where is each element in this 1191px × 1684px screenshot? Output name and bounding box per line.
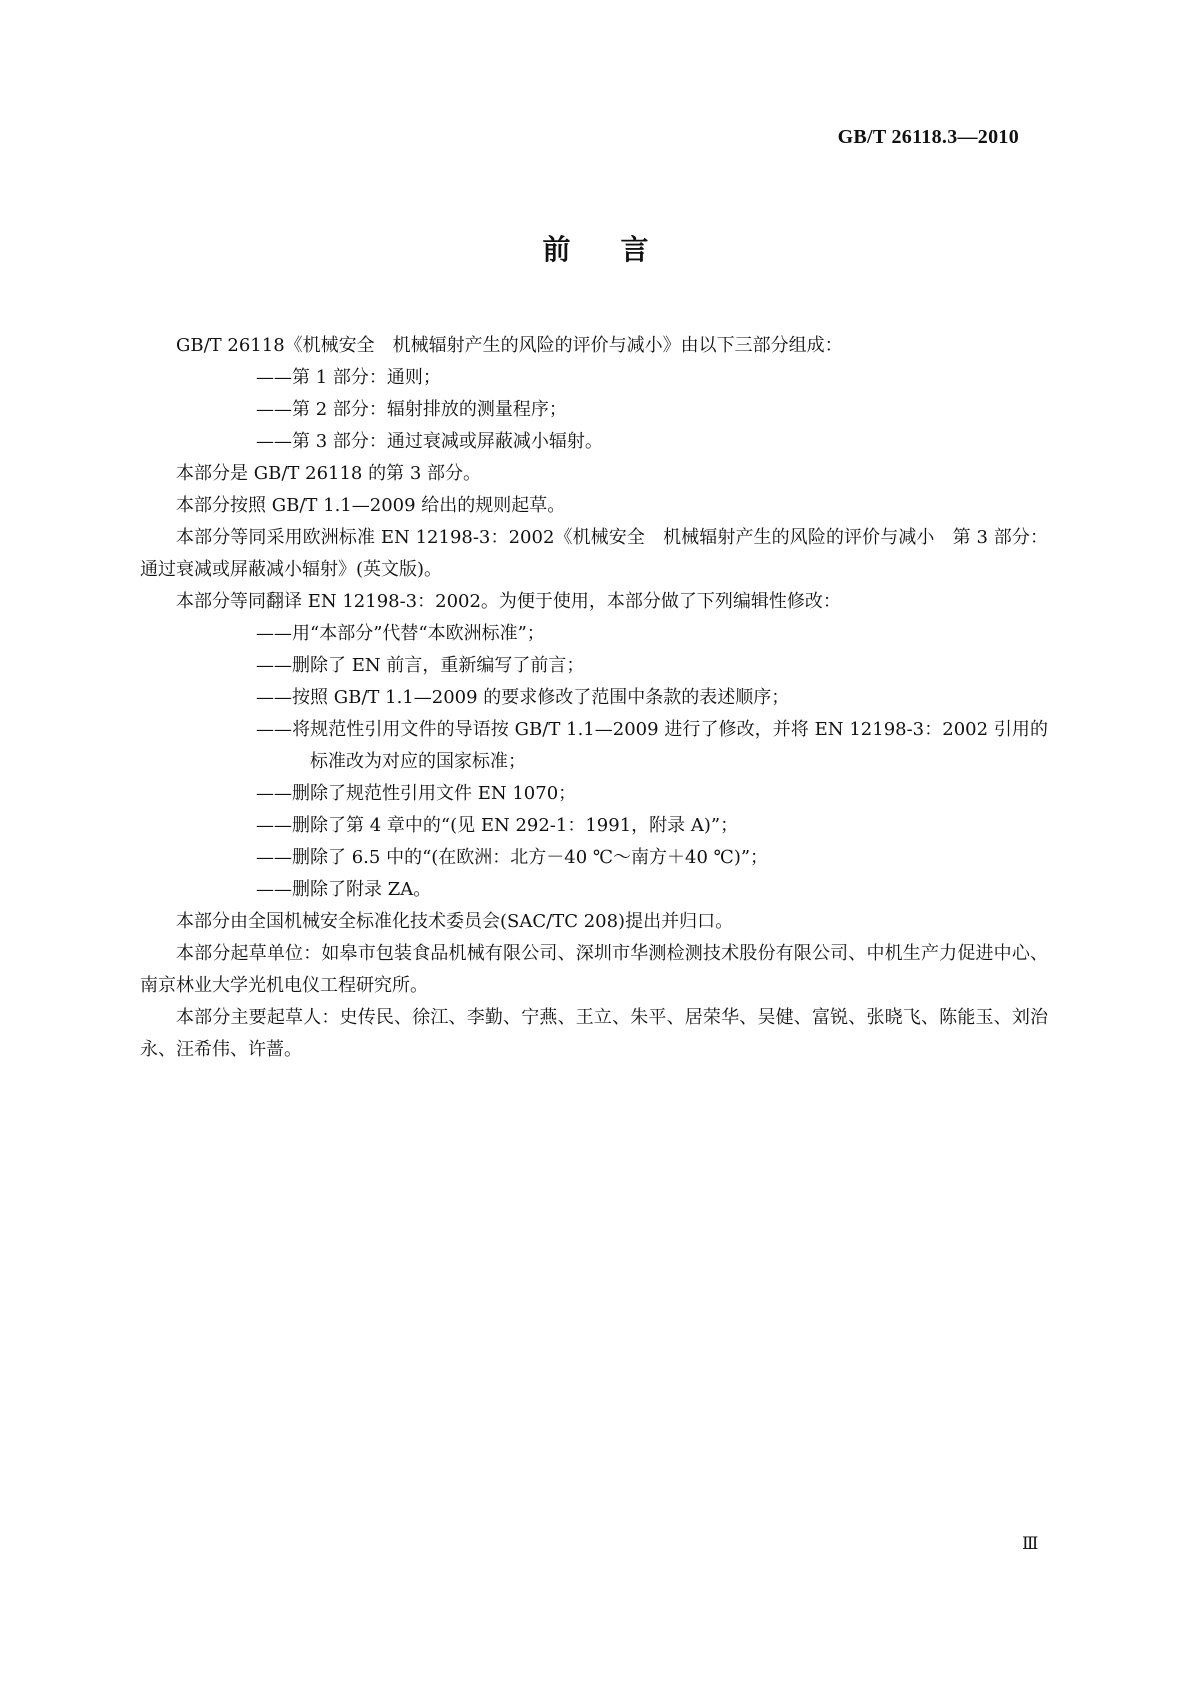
part-list-item-3: ——第 3 部分：通过衰减或屏蔽减小辐射。 — [256, 431, 603, 452]
intro-paragraph: GB/T 26118《机械安全 机械辐射产生的风险的评价与减小》由以下三部分组成： — [176, 335, 843, 356]
drafting-rules-statement: 本部分按照 GB/T 1.1—2009 给出的规则起草。 — [176, 495, 566, 516]
drafting-units: 本部分起草单位：如皋市包装食品机械有限公司、深圳市华测检测技术股份有限公司、中机生产力促进中心、南京林业大学光机电仪工程研究所。 — [140, 943, 1048, 996]
part-list-item-2: ——第 2 部分：辐射排放的测量程序； — [256, 399, 567, 420]
adoption-statement: 本部分等同采用欧洲标准 EN 12198-3：2002《机械安全 机械辐射产生的风险的评价与减小 第 3 部分：通过衰减或屏蔽减小辐射》(英文版)。 — [140, 527, 1048, 580]
foreword-body — [140, 330, 1048, 1066]
edit-list-item-7: ——删除了 6.5 中的“(在欧洲：北方－40 ℃～南方＋40 ℃)”； — [256, 847, 769, 868]
edit-list-item-1: ——用“本部分”代替“本欧洲标准”； — [256, 623, 545, 644]
page-number: Ⅲ — [1022, 1534, 1039, 1553]
part-statement: 本部分是 GB/T 26118 的第 3 部分。 — [176, 463, 481, 484]
translation-statement: 本部分等同翻译 EN 12198-3：2002。为便于使用，本部分做了下列编辑性修改： — [176, 591, 841, 612]
edit-list-item-4: ——将规范性引用文件的导语按 GB/T 1.1—2009 进行了修改，并将 EN 12198-3：2002 引用的标准改为对应的国家标准； — [256, 719, 1048, 772]
part-list-item-1: ——第 1 部分：通则； — [256, 367, 441, 388]
edit-list-item-8: ——删除了附录 ZA。 — [256, 879, 432, 900]
proposer-statement: 本部分由全国机械安全标准化技术委员会(SAC/TC 208)提出并归口。 — [176, 911, 734, 932]
edit-list-item-5: ——删除了规范性引用文件 EN 1070； — [256, 783, 577, 804]
edit-list-item-6: ——删除了第 4 章中的“(见 EN 292-1：1991，附录 A)”； — [256, 815, 739, 836]
edit-list-item-2: ——删除了 EN 前言，重新编写了前言； — [256, 655, 585, 676]
drafters: 本部分主要起草人：史传民、徐江、李勤、宁燕、王立、朱平、居荣华、吴健、富锐、张晓飞、陈能玉、刘治永、汪希伟、许蔷。 — [140, 1007, 1048, 1060]
page-title: 前言 — [542, 233, 699, 266]
edit-list-item-3: ——按照 GB/T 1.1—2009 的要求修改了范围中条款的表述顺序； — [256, 687, 790, 708]
standard-code: GB/T 26118.3—2010 — [837, 126, 1019, 148]
